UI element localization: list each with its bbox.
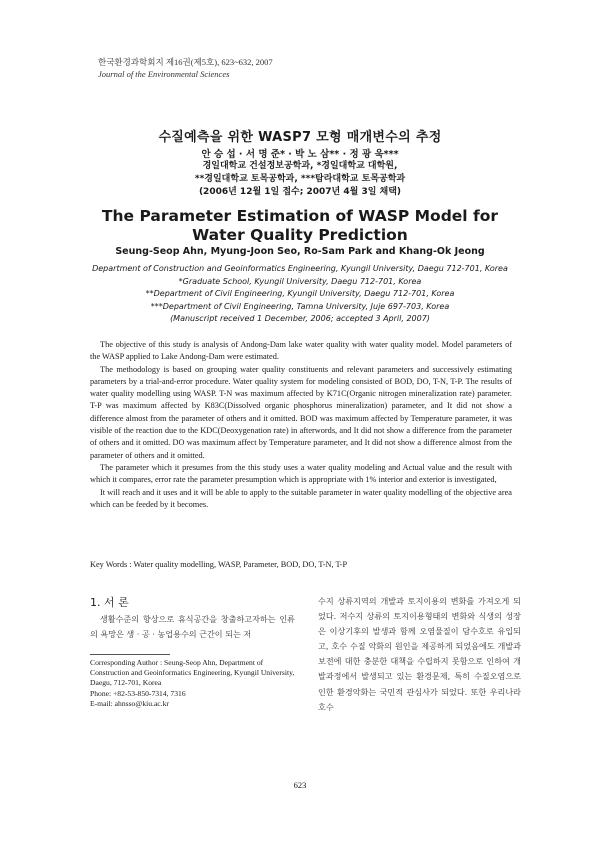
corresponding-author-footnote xyxy=(90,658,300,709)
footnote-divider xyxy=(90,654,170,655)
abstract-paragraph: It will reach and it uses and it will be able to apply to the suitable parameter in water quality modelling of the objective area which can be feeded by it becomes. xyxy=(90,487,512,509)
manuscript-dates: (Manuscript received 1 December, 2006; accepted 3 April, 2007) xyxy=(170,314,430,323)
received-date-line: (2006년 12월 1일 접수; 2007년 4월 3일 채택) xyxy=(198,187,402,197)
abstract-paragraph: The objective of this study is analysis of Andong-Dam lake water quality with water quality model. Model parameters of the WASP applied to Lake Andong-Dam were estimated. xyxy=(90,340,512,362)
korean-affiliations xyxy=(0,160,600,199)
korean-affiliation-line: 경일대학교 건설정보공학과, *경일대학교 대학원, xyxy=(202,161,398,171)
korean-authors: 안 승 섭 · 서 명 준* · 박 노 삼** · 정 광 욱*** xyxy=(201,149,399,160)
english-authors: Seung-Seop Ahn, Myung-Joon Seo, Ro-Sam Park and Khang-Ok Jeong xyxy=(115,246,485,257)
body-text-right: 수지 상류지역의 개발과 토지이용의 변화를 가져오게 되었다. 저수지 상류의 토지이용형태의 변화와 식생의 성장은 이상기후의 발생과 함께 오염물질이 담수호로 유입되고, 호수 수질 악화의 원인을 제공하게 되었음에도 개발과 보전에 대한 충분한 대책을 수립하지 못함으로 인하여 개발과정에서 발생되고 있는 환경문제, 특히 수질오염으로 인한 환경악화는 국민적 관심사가 되었다. 또한 우리나라 호수 xyxy=(318,596,521,712)
journal-english: Journal of the Environmental Sciences xyxy=(98,69,230,79)
english-affiliation-line: ***Department of Civil Engineering, Tamna University, Juje 697-703, Korea xyxy=(150,301,450,311)
page-number: 623 xyxy=(293,780,307,790)
english-affiliations xyxy=(0,263,600,326)
footnote-line: Corresponding Author : Seung-Seop Ahn, Department of Construction and Geoinformatics Engineering, Kyungil University, xyxy=(90,658,295,678)
footnote-line: Daegu, 712-701, Korea xyxy=(90,678,162,688)
korean-affiliation-line: **경일대학교 토목공학과, ***탐라대학교 토목공학과 xyxy=(194,174,406,184)
body-column-right xyxy=(318,594,521,715)
english-title-line: The Parameter Estimation of WASP Model for xyxy=(101,207,499,225)
body-column-left xyxy=(90,594,295,642)
english-title xyxy=(0,207,600,245)
journal-korean: 한국환경과학회지 제16권(제5호), 623~632, 2007 xyxy=(98,57,273,67)
footnote-phone: Phone: +82-53-850-7314, 7316 xyxy=(90,688,186,698)
abstract-paragraph: The methodology is based on grouping water quality constituents and relevant parameters and successively estimating parameters by a trial-and-error procedure. Water quality system for modeling consisted of BOD, DO, T-N, T-P. The results of water quality modelling using WASP. T-N was maximum affected by K71C(Organic nitrogen mineralization rate) parameter. T-P was maximum affected by K83C(Dissolved organic phosphorus mineralization) parameter, and It did not show a difference almost from the parameter of others and it omitted. BOD was maximum affected by Temperature parameter, it was visible of the reaction due to the KDC(Deoxygenation rate) in afterwords, and It did not show a difference from the parameter of others and it omitted. DO was maximum affect by Temperature parameter, and It did not show a difference almost from the parameter of others and it omitted. xyxy=(90,364,512,460)
journal-header xyxy=(98,56,273,80)
body-text-left: 생활수준의 향상으로 휴식공간을 창출하고자하는 인류의 욕망은 생 · 공 · 농업용수의 근간이 되는 저 xyxy=(90,614,295,640)
english-title-line: Water Quality Prediction xyxy=(192,226,408,244)
abstract-paragraph: The parameter which it presumes from the this study uses a water quality modeling and Actual value and the result with which it compares, error rate the parameter presumption which is appropriate with 1% interior and exterior is investigated, xyxy=(90,462,512,485)
keywords: Key Words : Water quality modelling, WASP, Parameter, BOD, DO, T-N, T-P xyxy=(90,560,348,569)
english-affiliation-line: *Graduate School, Kyungil University, Daegu 712-701, Korea xyxy=(178,276,422,286)
korean-title: 수질예측을 위한 WASP7 모형 매개변수의 추정 xyxy=(158,130,442,145)
section-heading: 1. 서 론 xyxy=(90,596,129,609)
english-affiliation-line: **Department of Civil Engineering, Kyungil University, Daegu 712-701, Korea xyxy=(145,289,455,298)
english-affiliation-line: Department of Construction and Geoinformatics Engineering, Kyungil University, Daegu 712-701, Korea xyxy=(92,264,508,273)
abstract xyxy=(90,339,512,511)
footnote-email: E-mail: ahnsso@kiu.ac.kr xyxy=(90,698,169,708)
